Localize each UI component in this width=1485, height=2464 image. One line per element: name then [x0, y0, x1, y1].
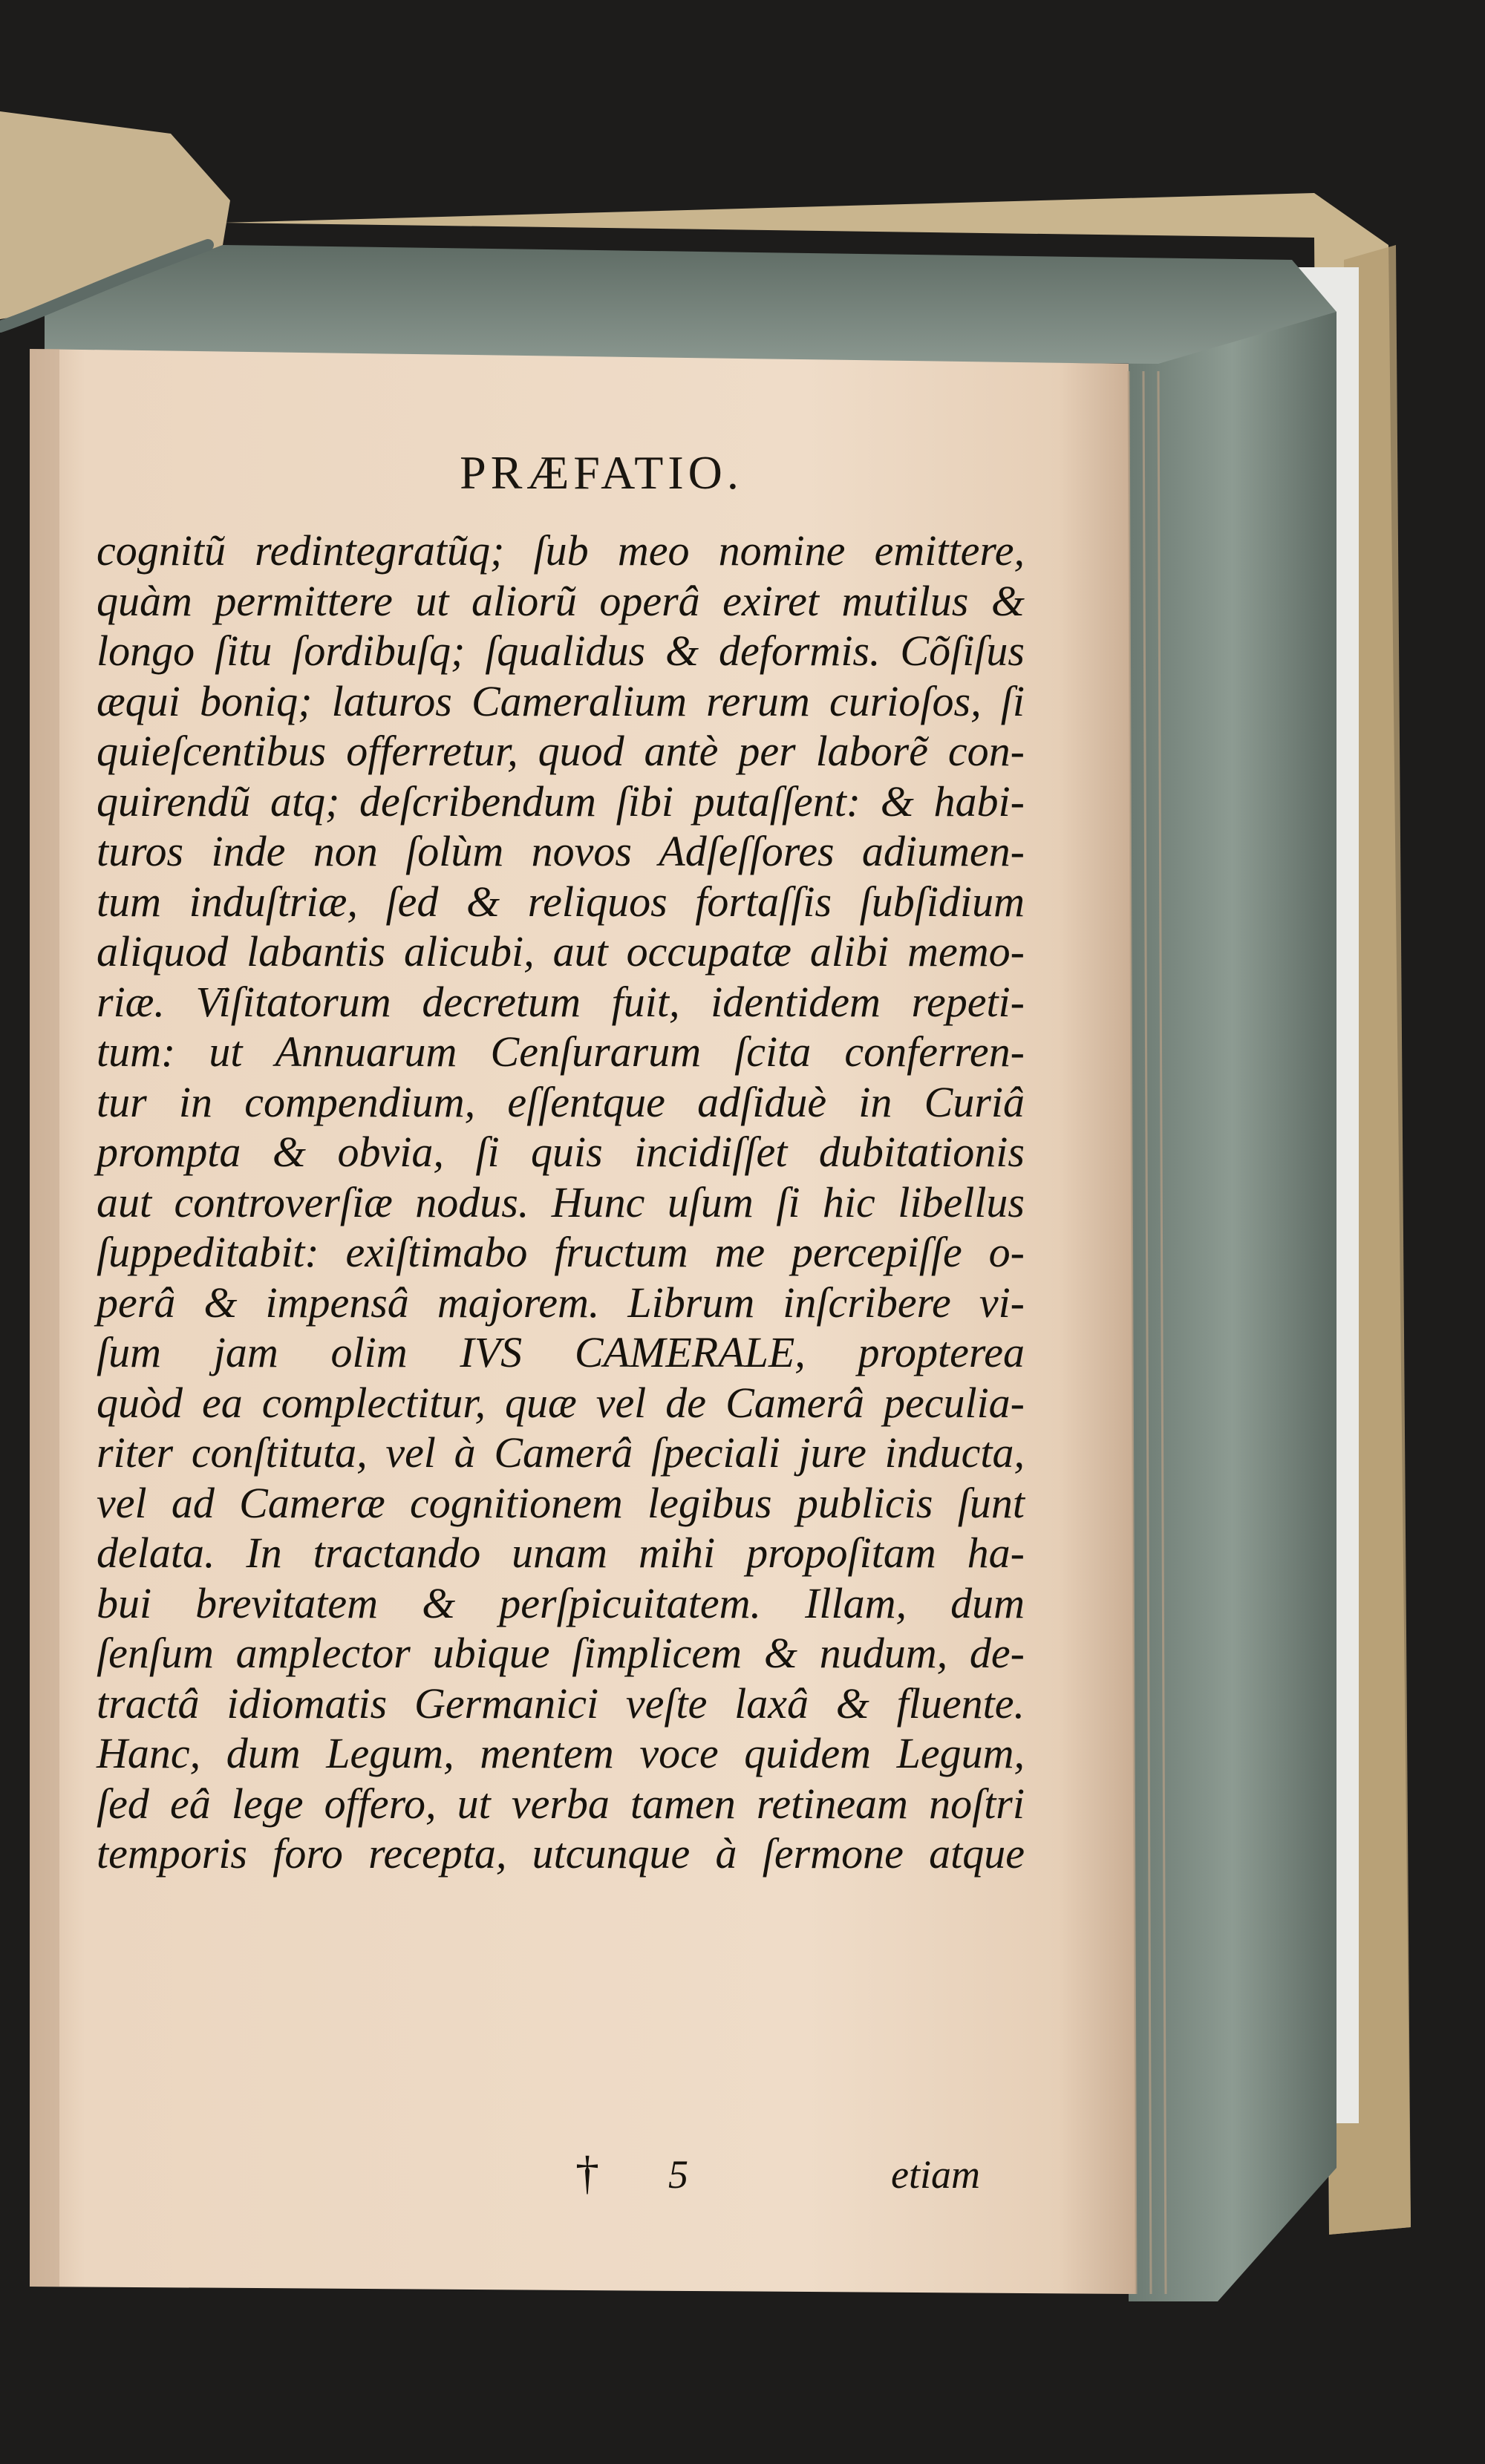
catchword: etiam [891, 2152, 980, 2197]
text-line: quieſcentibus offerretur, quod antè per laborẽ con- [97, 727, 1025, 775]
text-line: ſuppeditabit: exiſtimabo fructum me percepiſſe o- [97, 1228, 1025, 1276]
text-line: quàm permittere ut aliorũ operâ exiret mutilus & [97, 576, 1025, 625]
text-line: æqui boniq; laturos Cameralium rerum curioſos, ſi [97, 676, 1025, 725]
text-line: longo ſitu ſordibuſq; ſqualidus & deformis. Cõſiſus [97, 627, 1025, 675]
text-line: quirendũ atq; deſcribendum ſibi putaſſent: & habi- [97, 777, 1025, 826]
page-text [15, 349, 1129, 2294]
text-line: perâ & impensâ majorem. Librum inſcribere vi- [97, 1278, 1025, 1327]
text-line: turos inde non ſolùm novos Adſeſſores adiumen- [97, 827, 1025, 875]
text-line: prompta & obvia, ſi quis incidiſſet dubitationis [97, 1128, 1025, 1176]
text-line: Hanc, dum Legum, mentem voce quidem Legum, [97, 1729, 1025, 1777]
text-line: tractâ idiomatis Germanici veſte laxâ & fluente. [97, 1679, 1025, 1728]
text-line: tum induſtriæ, ſed & reliquos fortaſſis ſubſidium [97, 877, 1025, 926]
page-footer [15, 2146, 1129, 2197]
text-line: ſed eâ lege offero, ut verba tamen retineam noſtri [97, 1779, 1025, 1828]
text-line: temporis foro recepta, utcunque à ſermone atque [97, 1829, 1025, 1878]
page-top-edge [45, 245, 1336, 364]
text-line: cognitũ redintegratũq; ſub meo nomine emittere, [97, 526, 1025, 575]
text-line: bui brevitatem & perſpicuitatem. Illam, dum [97, 1578, 1025, 1627]
text-line: riæ. Viſitatorum decretum fuit, identidem repeti- [97, 977, 1025, 1026]
text-line: quòd ea complectitur, quæ vel de Camerâ peculia- [97, 1378, 1025, 1427]
text-line: tur in compendium, eſſentque adſiduè in Curiâ [97, 1077, 1025, 1126]
text-line: ſum jam olim IVS CAMERALE, propterea [97, 1328, 1025, 1376]
running-head: PRÆFATIO. [460, 446, 743, 499]
signature-number: 5 [668, 2152, 688, 2197]
body-text [97, 526, 1025, 1879]
text-line: vel ad Cameræ cognitionem legibus publicis ſunt [97, 1478, 1025, 1527]
text-line: aut controverſiæ nodus. Hunc uſum ſi hic libellus [97, 1177, 1025, 1226]
text-line: riter conſtituta, vel à Camerâ ſpeciali jure inducta, [97, 1428, 1025, 1477]
text-line: aliquod labantis alicubi, aut occupatæ alibi memo- [97, 927, 1025, 976]
text-line: ſenſum amplector ubique ſimplicem & nudum, de- [97, 1629, 1025, 1677]
text-line: tum: ut Annuarum Cenſurarum ſcita conferren- [97, 1027, 1025, 1076]
text-line: delata. In tractando unam mihi propoſitam ha- [97, 1529, 1025, 1577]
signature-mark: † [575, 2146, 599, 2199]
